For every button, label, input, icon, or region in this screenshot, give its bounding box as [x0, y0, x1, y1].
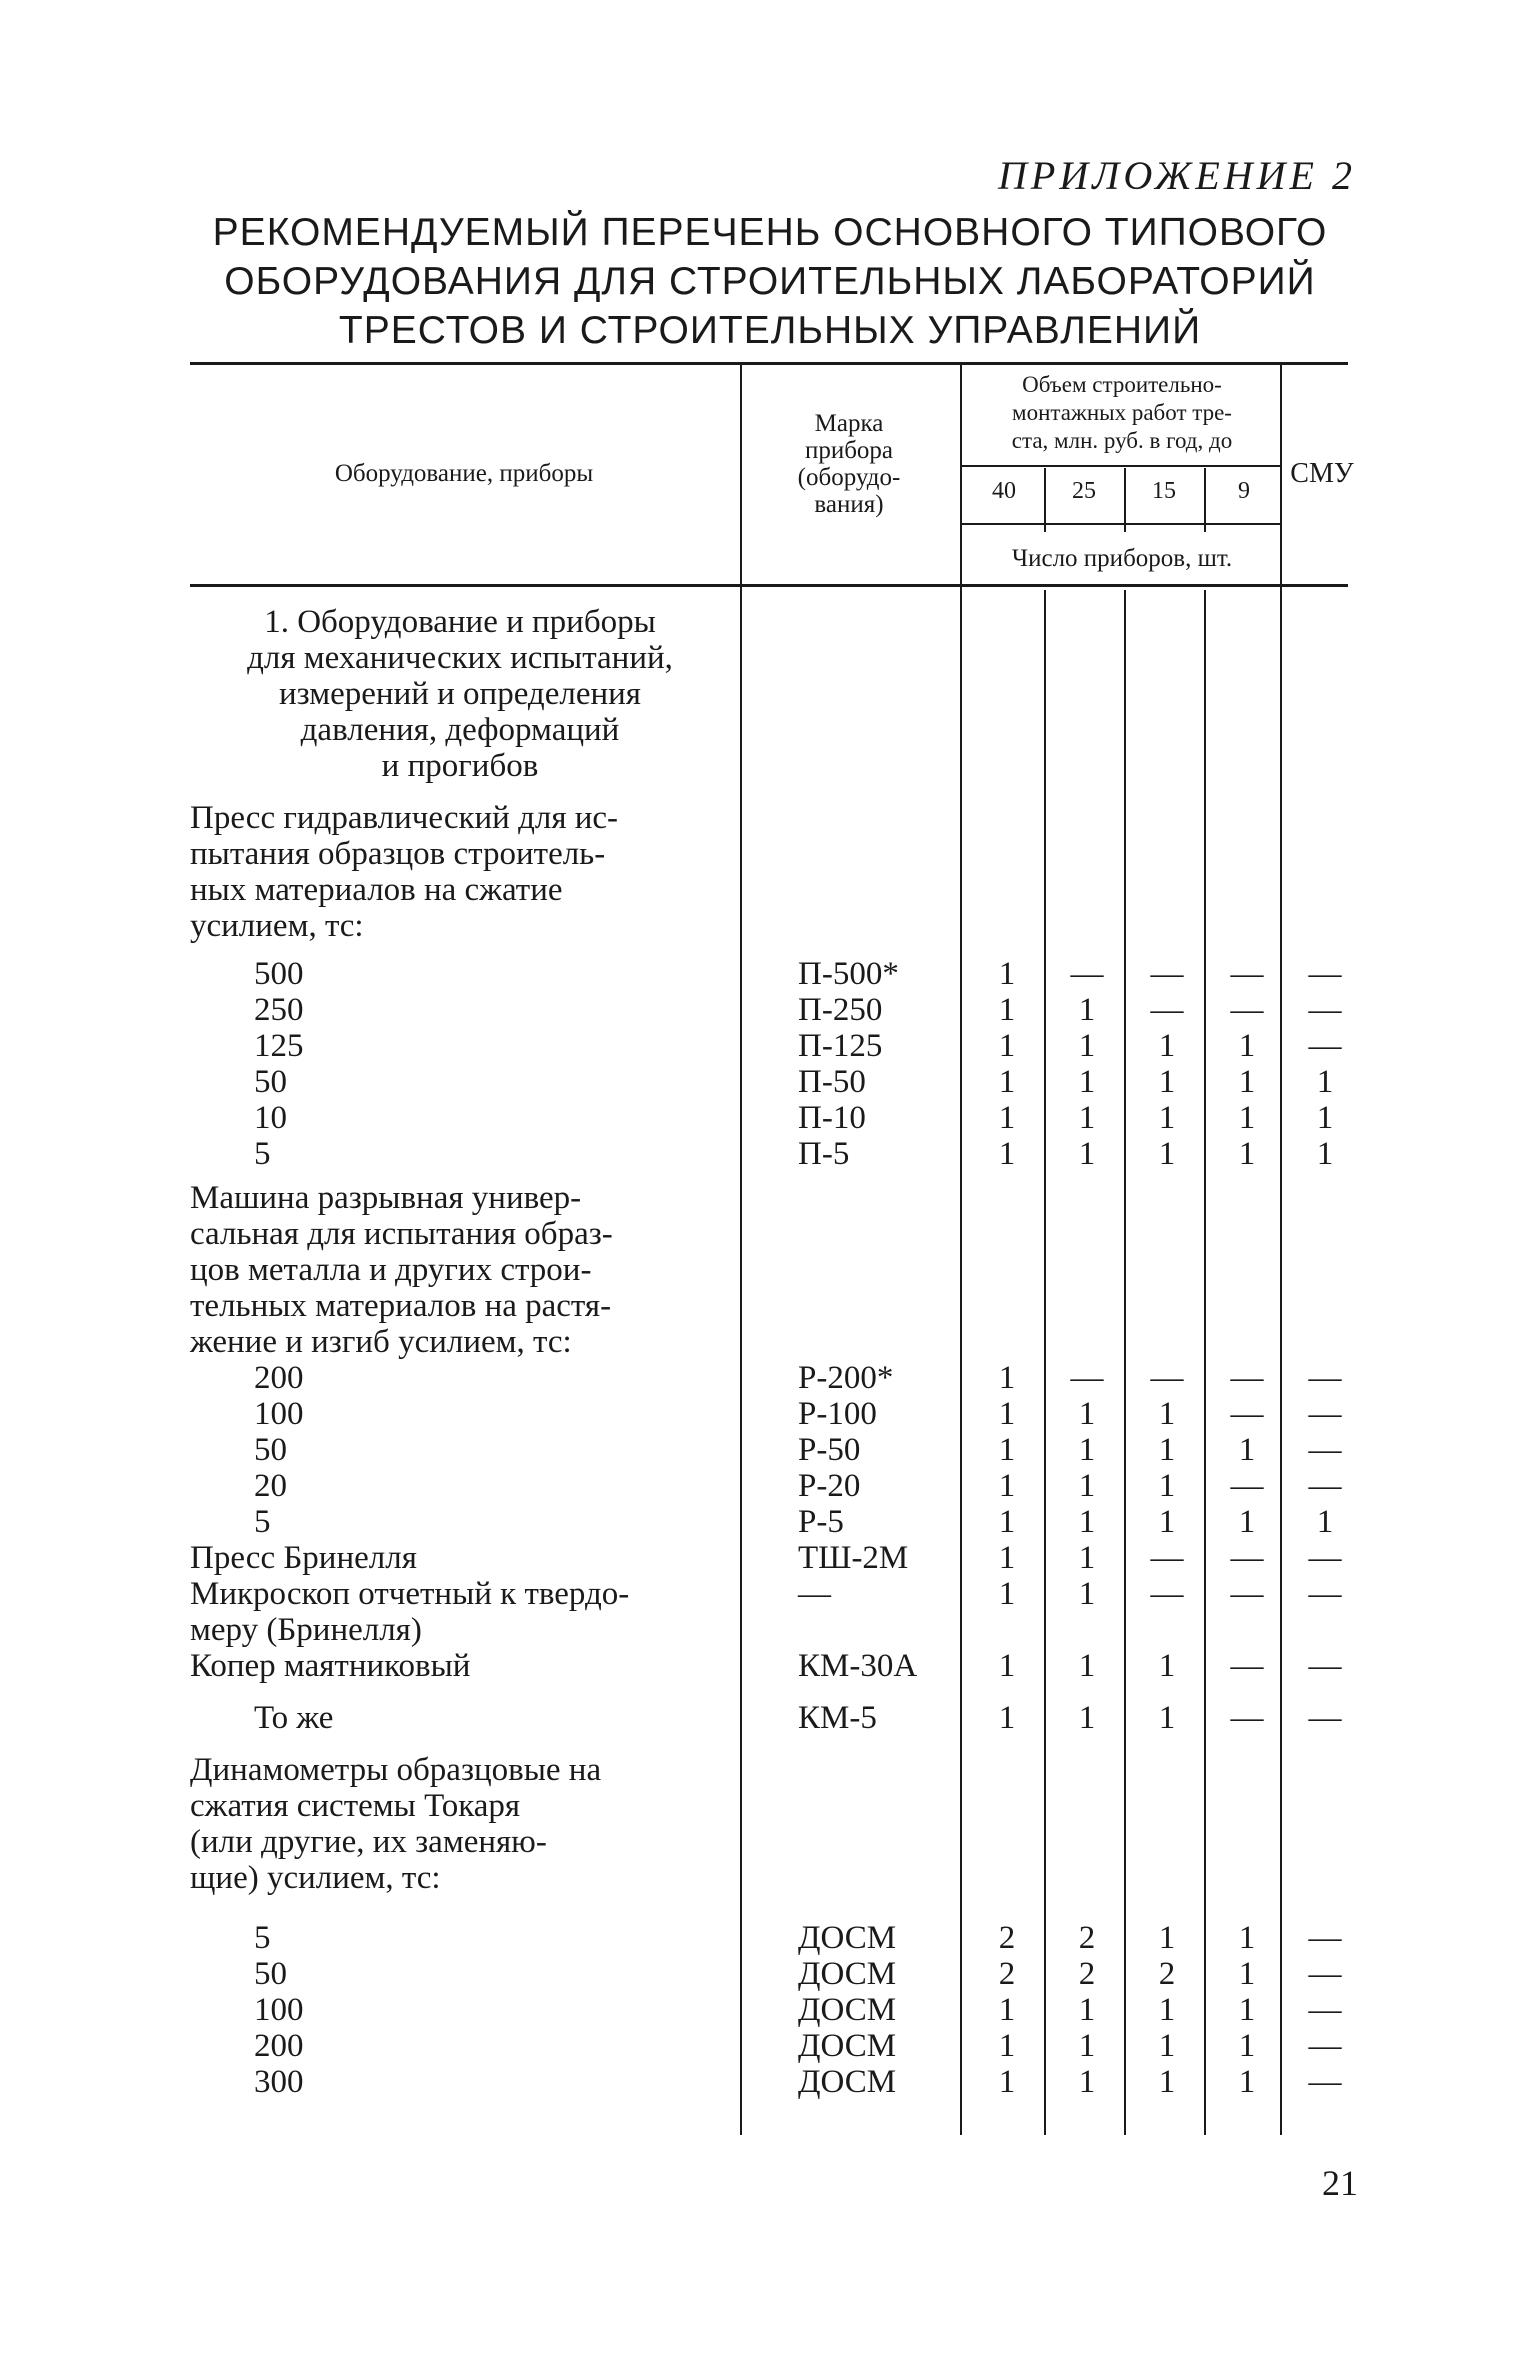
count-cell-c25: 1	[1078, 1100, 1096, 1136]
count-cell-c9: —	[1230, 1648, 1264, 1684]
brand-cell: ТШ-2М	[798, 1540, 909, 1576]
column-divider	[740, 365, 742, 2135]
count-cell-c25: 1	[1078, 1576, 1096, 1612]
brand-cell: КМ-5	[798, 1700, 877, 1736]
count-cell-c40: 1	[998, 956, 1016, 992]
item-description-line: сальная для испытания образ-	[190, 1216, 613, 1252]
count-cell-c9: 1	[1238, 1920, 1256, 1956]
count-cell-smu: —	[1308, 1648, 1342, 1684]
force-value: 20	[254, 1468, 287, 1504]
count-cell-c15: 1	[1158, 1136, 1176, 1172]
count-cell-c25: —	[1070, 956, 1104, 992]
force-value: 50	[254, 1956, 287, 1992]
count-cell-c25: 2	[1078, 1956, 1096, 1992]
count-cell-smu: —	[1308, 1576, 1342, 1612]
header-col-9: 9	[1238, 478, 1250, 504]
count-cell-smu: 1	[1316, 1504, 1334, 1540]
force-value: 200	[254, 2028, 304, 2064]
count-cell-c25: 1	[1078, 1648, 1096, 1684]
brand-cell: ДОСМ	[798, 2064, 897, 2100]
brand-cell: Р-100	[798, 1396, 877, 1432]
count-cell-c9: 1	[1238, 2064, 1256, 2100]
column-divider	[960, 365, 962, 2135]
item-description-line: Машина разрывная универ-	[190, 1180, 582, 1216]
header-brand-line: вания)	[814, 491, 884, 518]
header-bottom-rule	[190, 584, 1348, 587]
section-title-line: измерений и определения	[279, 676, 641, 712]
item-description-line: Пресс гидравлический для ис-	[190, 800, 619, 836]
header-equipment: Оборудование, приборы	[334, 460, 594, 487]
header-brand-line: Марка	[814, 410, 884, 437]
force-value: 10	[254, 1100, 287, 1136]
brand-cell: ДОСМ	[798, 2028, 897, 2064]
title-line: ОБОРУДОВАНИЯ ДЛЯ СТРОИТЕЛЬНЫХ ЛАБОРАТОРИЙ	[224, 260, 1316, 303]
item-description-line: тельных материалов на растя-	[190, 1288, 612, 1324]
count-cell-c40: 1	[998, 1432, 1016, 1468]
header-count-label: Число приборов, шт.	[1011, 545, 1233, 572]
brand-cell: П-5	[798, 1136, 850, 1172]
header-volume	[964, 371, 1280, 455]
item-description-line: щие) усилием, тс:	[190, 1860, 441, 1896]
table-top-rule	[190, 362, 1348, 365]
count-cell-smu: —	[1308, 992, 1342, 1028]
brand-cell: ДОСМ	[798, 1956, 897, 1992]
brand-cell: П-125	[798, 1028, 883, 1064]
count-cell-c25: 1	[1078, 1700, 1096, 1736]
force-value: 50	[254, 1064, 287, 1100]
item-name-line: Микроскоп отчетный к твердо-	[190, 1576, 630, 1612]
count-cell-c25: 1	[1078, 1136, 1096, 1172]
brand-cell: П-500*	[798, 956, 899, 992]
count-cell-c40: 1	[998, 2028, 1016, 2064]
count-cell-smu: —	[1308, 2064, 1342, 2100]
count-cell-c40: 1	[998, 1028, 1016, 1064]
brand-cell: П-250	[798, 992, 883, 1028]
count-cell-c9: —	[1230, 1576, 1264, 1612]
force-value: 250	[254, 992, 304, 1028]
column-divider	[1044, 590, 1046, 2135]
brand-cell: Р-50	[798, 1432, 861, 1468]
item-name-line: Пресс Бринелля	[190, 1540, 417, 1576]
count-cell-c9: 1	[1238, 1992, 1256, 2028]
count-cell-c40: 1	[998, 1468, 1016, 1504]
brand-cell: Р-5	[798, 1504, 844, 1540]
count-cell-c15: 1	[1158, 1028, 1176, 1064]
count-cell-c40: 1	[998, 1700, 1016, 1736]
count-cell-c15: 1	[1158, 1100, 1176, 1136]
count-cell-c40: 1	[998, 1064, 1016, 1100]
count-cell-c9: —	[1230, 992, 1264, 1028]
count-cell-smu: —	[1308, 956, 1342, 992]
count-cell-c15: 1	[1158, 2064, 1176, 2100]
count-cell-c15: 1	[1158, 1700, 1176, 1736]
count-cell-c15: 1	[1158, 1920, 1176, 1956]
count-cell-c25: 1	[1078, 992, 1096, 1028]
count-cell-smu: —	[1308, 1956, 1342, 1992]
item-description-line: цов металла и других строи-	[190, 1252, 592, 1288]
count-cell-c25: 1	[1078, 1992, 1096, 2028]
count-cell-c40: 1	[998, 992, 1016, 1028]
count-cell-c25: 1	[1078, 1064, 1096, 1100]
count-cell-smu: —	[1308, 1992, 1342, 2028]
column-divider	[1124, 590, 1126, 2135]
count-cell-c9: 1	[1238, 1028, 1256, 1064]
count-cell-c15: 1	[1158, 1992, 1176, 2028]
count-cell-c15: —	[1150, 1576, 1184, 1612]
force-value: 500	[254, 956, 304, 992]
count-cell-smu: —	[1308, 1028, 1342, 1064]
item-description-line: сжатия системы Токаря	[190, 1788, 521, 1824]
header-col-25: 25	[1072, 478, 1096, 504]
count-cell-smu: —	[1308, 1920, 1342, 1956]
item-description-line: жение и изгиб усилием, тс:	[190, 1324, 572, 1360]
header-smu: СМУ	[1290, 458, 1354, 489]
section-title-line: 1. Оборудование и приборы	[264, 604, 656, 640]
count-cell-c25: 1	[1078, 1432, 1096, 1468]
header-sub-rule	[962, 465, 1280, 467]
header-brand	[744, 410, 954, 518]
column-divider	[1280, 365, 1282, 2135]
brand-cell: ДОСМ	[798, 1992, 897, 2028]
count-cell-smu: 1	[1316, 1100, 1334, 1136]
count-cell-c15: 1	[1158, 1396, 1176, 1432]
count-cell-c15: —	[1150, 956, 1184, 992]
count-cell-c40: 1	[998, 1100, 1016, 1136]
count-cell-smu: —	[1308, 1540, 1342, 1576]
count-cell-c9: —	[1230, 956, 1264, 992]
count-cell-smu: —	[1308, 1700, 1342, 1736]
brand-cell: П-10	[798, 1100, 866, 1136]
force-value: 5	[254, 1136, 271, 1172]
header-brand-line: (оборудо-	[797, 464, 901, 491]
count-cell-c25: 1	[1078, 2064, 1096, 2100]
item-description-line: (или другие, их заменяю-	[190, 1824, 547, 1860]
brand-cell: П-50	[798, 1064, 866, 1100]
brand-cell: Р-20	[798, 1468, 861, 1504]
item-name-line: То же	[254, 1700, 334, 1736]
count-cell-c25: 1	[1078, 2028, 1096, 2064]
force-value: 5	[254, 1920, 271, 1956]
count-cell-c15: —	[1150, 1360, 1184, 1396]
column-divider	[1204, 590, 1206, 2135]
count-cell-c9: 1	[1238, 1100, 1256, 1136]
item-description-line: пытания образцов строитель-	[190, 836, 606, 872]
count-cell-c15: 2	[1158, 1956, 1176, 1992]
count-cell-c25: 1	[1078, 1028, 1096, 1064]
count-cell-c15: 1	[1158, 2028, 1176, 2064]
count-cell-c15: 1	[1158, 1468, 1176, 1504]
brand-cell: ДОСМ	[798, 1920, 897, 1956]
count-cell-smu: —	[1308, 2028, 1342, 2064]
count-cell-c9: 1	[1238, 1064, 1256, 1100]
count-cell-c40: 1	[998, 1360, 1016, 1396]
force-value: 50	[254, 1432, 287, 1468]
count-cell-c15: 1	[1158, 1648, 1176, 1684]
page-number: 21	[1322, 2163, 1358, 2203]
brand-cell: Р-200*	[798, 1360, 894, 1396]
item-name-line: меру (Бринелля)	[190, 1612, 422, 1648]
force-value: 125	[254, 1028, 304, 1064]
count-cell-c25: —	[1070, 1360, 1104, 1396]
document-title	[190, 208, 1350, 355]
header-col-40: 40	[992, 478, 1016, 504]
brand-cell: —	[798, 1576, 831, 1612]
count-cell-c40: 1	[998, 1576, 1016, 1612]
section-title-line: для механических испытаний,	[247, 640, 673, 676]
count-cell-c40: 1	[998, 1396, 1016, 1432]
item-description-line: усилием, тс:	[190, 908, 364, 944]
count-cell-c15: 1	[1158, 1432, 1176, 1468]
count-cell-c9: —	[1230, 1396, 1264, 1432]
count-cell-c15: —	[1150, 1540, 1184, 1576]
item-description-line: ных материалов на сжатие	[190, 872, 563, 908]
item-name-line: Копер маятниковый	[190, 1648, 471, 1684]
force-value: 300	[254, 2064, 304, 2100]
count-cell-smu: —	[1308, 1432, 1342, 1468]
count-cell-c40: 1	[998, 1540, 1016, 1576]
count-cell-c25: 2	[1078, 1920, 1096, 1956]
count-cell-c15: —	[1150, 992, 1184, 1028]
count-cell-c40: 2	[998, 1920, 1016, 1956]
header-volume-line: монтажных работ тре-	[1012, 400, 1232, 425]
force-value: 5	[254, 1504, 271, 1540]
count-cell-c40: 1	[998, 1504, 1016, 1540]
header-brand-line: прибора	[804, 437, 894, 464]
force-value: 100	[254, 1992, 304, 2028]
item-description-line: Динамометры образцовые на	[190, 1752, 602, 1788]
brand-cell: КМ-30А	[798, 1648, 918, 1684]
count-cell-c40: 1	[998, 1136, 1016, 1172]
count-cell-c9: —	[1230, 1360, 1264, 1396]
count-cell-c9: —	[1230, 1700, 1264, 1736]
section-title-line: давления, деформаций	[300, 712, 620, 748]
count-cell-smu: —	[1308, 1468, 1342, 1504]
header-sub-rule	[962, 523, 1280, 525]
header-volume-line: Объем строительно-	[1022, 372, 1222, 397]
appendix-label: ПРИЛОЖЕНИЕ 2	[998, 153, 1356, 198]
count-cell-c9: 1	[1238, 1432, 1256, 1468]
section-title-line: и прогибов	[381, 748, 539, 784]
count-cell-smu: 1	[1316, 1064, 1334, 1100]
count-cell-smu: —	[1308, 1360, 1342, 1396]
count-cell-c9: 1	[1238, 1504, 1256, 1540]
count-cell-c15: 1	[1158, 1504, 1176, 1540]
count-cell-c25: 1	[1078, 1468, 1096, 1504]
count-cell-c25: 1	[1078, 1540, 1096, 1576]
title-line: РЕКОМЕНДУЕМЫЙ ПЕРЕЧЕНЬ ОСНОВНОГО ТИПОВОГО	[212, 211, 1328, 254]
count-cell-c9: 1	[1238, 1956, 1256, 1992]
count-cell-c9: 1	[1238, 2028, 1256, 2064]
count-cell-c9: 1	[1238, 1136, 1256, 1172]
count-cell-c40: 1	[998, 2064, 1016, 2100]
count-cell-c40: 1	[998, 1992, 1016, 2028]
count-cell-c9: —	[1230, 1540, 1264, 1576]
header-col-15: 15	[1152, 478, 1176, 504]
force-value: 200	[254, 1360, 304, 1396]
count-cell-c15: 1	[1158, 1064, 1176, 1100]
header-volume-line: ста, млн. руб. в год, до	[1011, 428, 1233, 453]
count-cell-smu: 1	[1316, 1136, 1334, 1172]
count-cell-c25: 1	[1078, 1396, 1096, 1432]
count-cell-smu: —	[1308, 1396, 1342, 1432]
count-cell-c25: 1	[1078, 1504, 1096, 1540]
count-cell-c40: 2	[998, 1956, 1016, 1992]
force-value: 100	[254, 1396, 304, 1432]
count-cell-c9: —	[1230, 1468, 1264, 1504]
count-cell-c40: 1	[998, 1648, 1016, 1684]
title-line: ТРЕСТОВ И СТРОИТЕЛЬНЫХ УПРАВЛЕНИЙ	[338, 309, 1202, 352]
